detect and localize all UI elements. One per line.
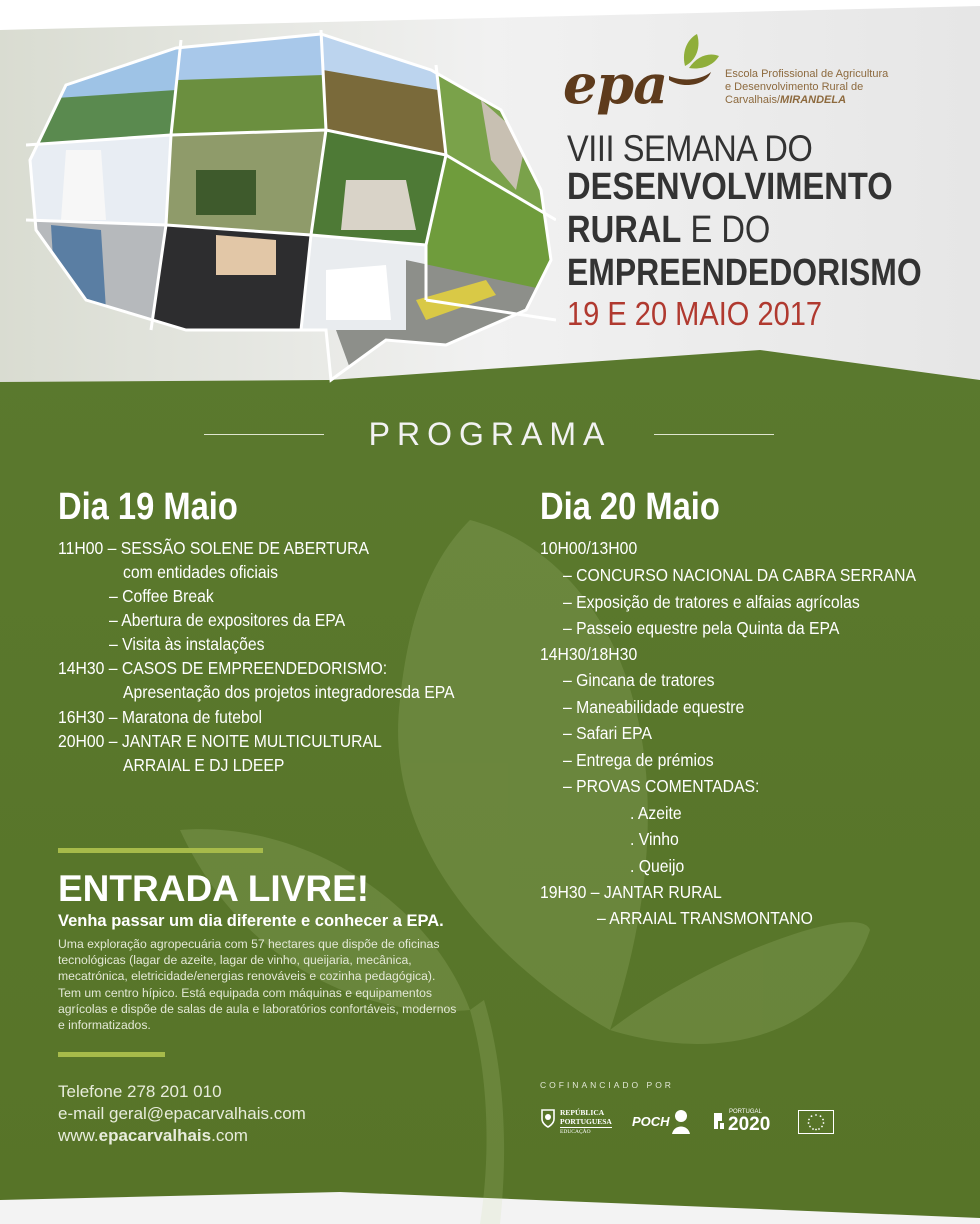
entrada-livre-heading: ENTRADA LIVRE! [58, 868, 370, 909]
day2-line: 19H30 – JANTAR RURAL [540, 882, 722, 902]
day1-line: – Abertura de expositores da EPA [109, 610, 346, 630]
day1-line: 20H00 – JANTAR E NOITE MULTICULTURAL [58, 731, 382, 751]
eu-flag-icon [798, 1110, 834, 1134]
leaf-hand-icon [663, 30, 723, 90]
day2-line: – PROVAS COMENTADAS: [563, 776, 760, 796]
day2-line: – CONCURSO NACIONAL DA CABRA SERRANA [563, 565, 917, 585]
day1-line: com entidades oficiais [123, 562, 278, 582]
day2-line: – Maneabilidade equestre [563, 697, 745, 717]
contact-website[interactable]: www.epacarvalhais.com [58, 1126, 248, 1145]
day2-line: – Safari EPA [563, 723, 653, 743]
day1-line: ARRAIAL E DJ LDEEP [123, 755, 285, 775]
epa-logo [563, 30, 893, 120]
entrada-subtitle: Venha passar um dia diferente e conhecer a EPA. [58, 912, 444, 930]
day1-line: 14H30 – CASOS DE EMPREENDEDORISMO: [58, 658, 388, 678]
photo-collage [26, 30, 556, 385]
event-date: 19 E 20 MAIO 2017 [567, 295, 823, 332]
day1-line: – Coffee Break [109, 586, 214, 606]
day2-line: . Azeite [630, 803, 682, 823]
logo-subtitle: Escola Profissional de Agricultura e Desenvolvimento Rural de Carvalhais/MIRANDELA [725, 68, 889, 106]
day1-line: – Visita às instalações [109, 634, 265, 654]
day1-line: Apresentação dos projetos integradoresda EPA [123, 682, 455, 702]
day2-line: 14H30/18H30 [540, 644, 638, 664]
contact-phone: Telefone 278 201 010 [58, 1082, 222, 1101]
day2-heading: Dia 20 Maio [540, 486, 720, 528]
accent-bar-top [58, 848, 263, 853]
contact-email[interactable]: e-mail geral@epacarvalhais.com [58, 1104, 306, 1123]
logo-wordmark: epa [563, 52, 668, 116]
portugal-2020-logo: PORTUGAL 2020 [712, 1108, 782, 1136]
day1-line: 11H00 – SESSÃO SOLENE DE ABERTURA [58, 538, 370, 558]
cofinanced-label: COFINANCIADO POR [540, 1080, 674, 1090]
day2-line: – Gincana de tratores [563, 670, 715, 690]
poch-logo: POCH [632, 1108, 694, 1138]
day2-line: – Exposição de tratores e alfaias agrícolas [563, 592, 860, 612]
divider-right [654, 434, 774, 435]
programa-heading: PROGRAMA [368, 416, 612, 452]
event-title-line2: DESENVOLVIMENTO [567, 166, 893, 208]
event-title-line3: RURAL E DO [567, 209, 771, 251]
day2-line: . Vinho [630, 829, 679, 849]
portugal-mark-icon [712, 1111, 726, 1131]
day2-line: – Passeio equestre pela Quinta da EPA [563, 618, 840, 638]
coat-of-arms-icon [540, 1108, 556, 1128]
accent-bar-bottom [58, 1052, 165, 1057]
republica-portuguesa-logo: REPÚBLICA PORTUGUESA EDUCAÇÃO [540, 1106, 620, 1140]
event-title-line4: EMPREENDEDORISMO [567, 252, 922, 294]
day1-heading: Dia 19 Maio [58, 486, 238, 528]
event-title-line1: VIII SEMANA DO [567, 128, 813, 169]
day2-line: – Entrega de prémios [563, 750, 714, 770]
day2-line: – ARRAIAL TRANSMONTANO [597, 908, 813, 928]
entrada-description: Uma exploração agropecuária com 57 hectares que dispõe de oficinas tecnológicas (lagar de azeite, lagar de vinho, queijaria, mecânica, mecatrónica, eletricidade/energias renováveis e cozinha pedagógica). Tem um centro hípico. Está equipada com máquinas e equipamentos agrícolas e dispõe de salas de aula e laboratórios confortáveis, modernos e informatizados. [58, 937, 457, 1033]
day1-line: 16H30 – Maratona de futebol [58, 707, 263, 727]
poch-figure-icon [668, 1108, 694, 1136]
day2-line: . Queijo [630, 856, 685, 876]
day2-line: 10H00/13H00 [540, 538, 638, 558]
